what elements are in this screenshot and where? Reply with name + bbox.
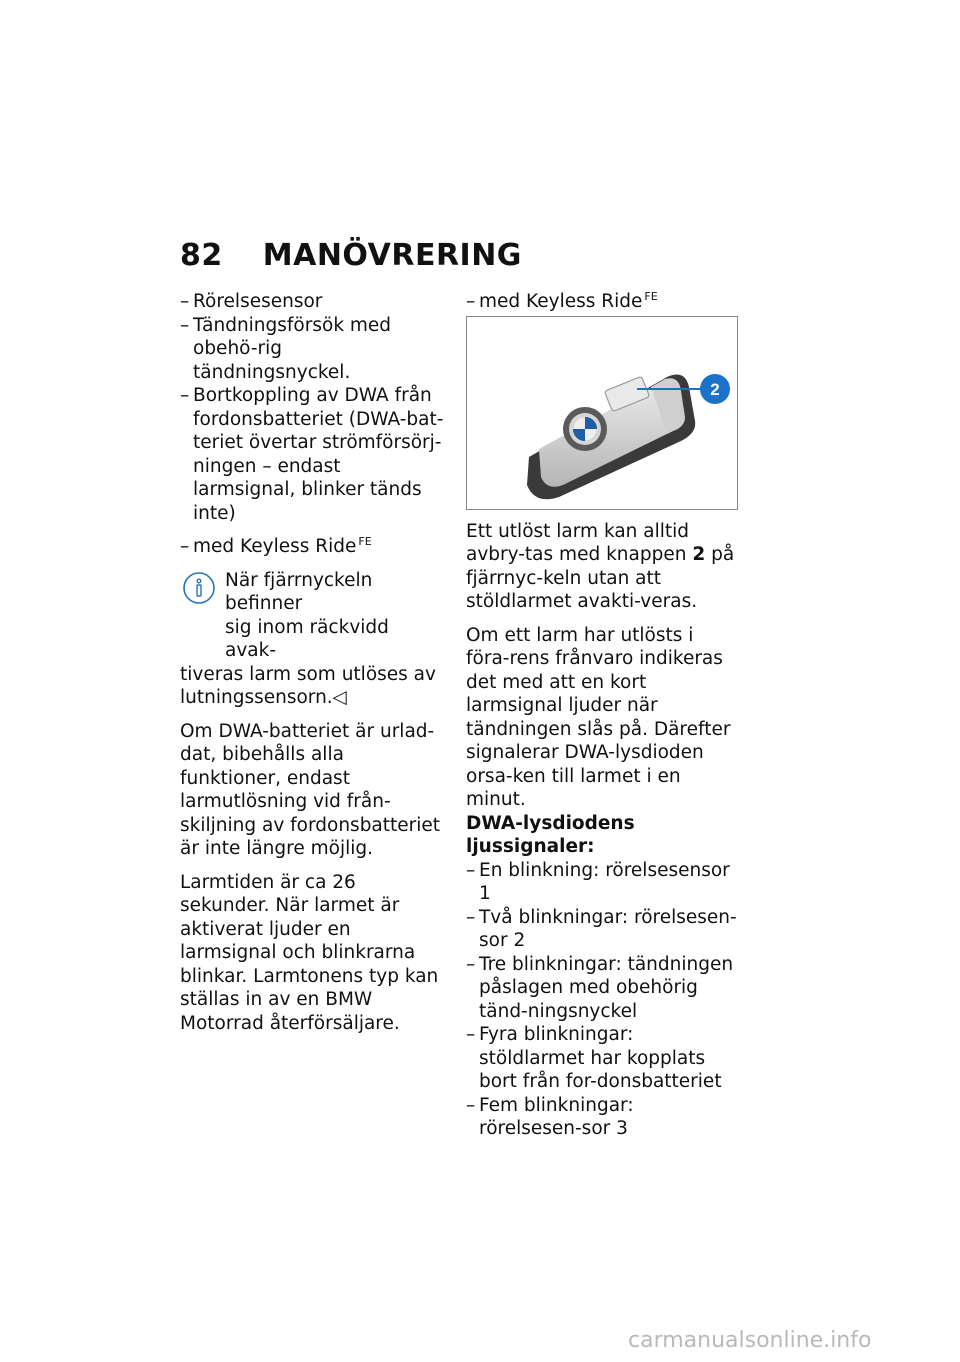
list-item: – Tändningsförsök med obehö-rig tändningsnyckel. xyxy=(180,314,392,383)
paragraph: Ett utlöst larm kan alltid avbry-tas med knappen 2 på fjärrnyc-keln utan att stöldlarmet avakti-veras. xyxy=(466,520,735,612)
list-item: – En blinkning: rörelsesensor 1 xyxy=(466,859,730,904)
list-item: – Bortkoppling av DWA från fordonsbatteriet (DWA-bat-teriet övertar strömförsörj-ningen – endast larmsignal, blinker tänds inte) xyxy=(180,385,444,524)
list-item: – Rörelsesensor xyxy=(180,291,323,312)
list-item: – Fyra blinkningar: stöldlarmet har kopplats bort från for-donsbatteriet xyxy=(466,1024,722,1092)
left-column xyxy=(180,290,445,1035)
led-heading: DWA-lysdiodens ljussignaler: xyxy=(466,812,635,857)
remote-key-figure xyxy=(466,316,738,510)
keyless-ride-label: – med Keyless Ride $^{FE}$ xyxy=(466,289,658,312)
page-header xyxy=(180,238,522,273)
paragraph: Om ett larm har utlösts i föra-rens frånvaro indikeras det med att en kort larmsignal ljuder när tändningen slås på. Därefter signalerar DWA-lysdioden orsa-ken till larmet i en minut. xyxy=(466,624,731,810)
info-icon xyxy=(182,571,216,605)
remote-key-image xyxy=(467,317,737,509)
keyless-ride-label: – med Keyless Ride $^{FE}$ xyxy=(180,534,372,557)
list-item: – Fem blinkningar: rörelsesen-sor 3 xyxy=(466,1094,634,1139)
info-note xyxy=(180,569,445,710)
watermark: carmanualsonline.info xyxy=(628,1328,872,1353)
right-column xyxy=(466,290,741,1141)
note-text: tiveras larm som utlöses av lutningssensorn.◁ xyxy=(180,663,436,708)
paragraph: Om DWA-batteriet är urlad-dat, bibehålls alla funktioner, endast larmutlösning vid från-skiljning av fordonsbatteriet är inte längre möjlig. xyxy=(180,720,441,859)
list-item: – Tre blinkningar: tändningen påslagen med obehörig tänd-ningsnyckel xyxy=(466,953,734,1022)
list-item: – Två blinkningar: rörelsesen-sor 2 xyxy=(466,906,737,951)
page-number: 82 xyxy=(180,238,223,273)
note-line-1: När fjärrnyckeln befinner xyxy=(225,569,373,614)
callout-number: 2 xyxy=(710,379,720,399)
paragraph: Larmtiden är ca 26 sekunder. När larmet är aktiverat ljuder en larmsignal och blinkrarna blinkar. Larmtonens typ kan ställas in av en BMW Motorrad återförsäljare. xyxy=(180,871,439,1034)
section-title: MANÖVRERING xyxy=(262,238,522,273)
note-line-2: sig inom räckvidd avak- xyxy=(225,616,389,661)
